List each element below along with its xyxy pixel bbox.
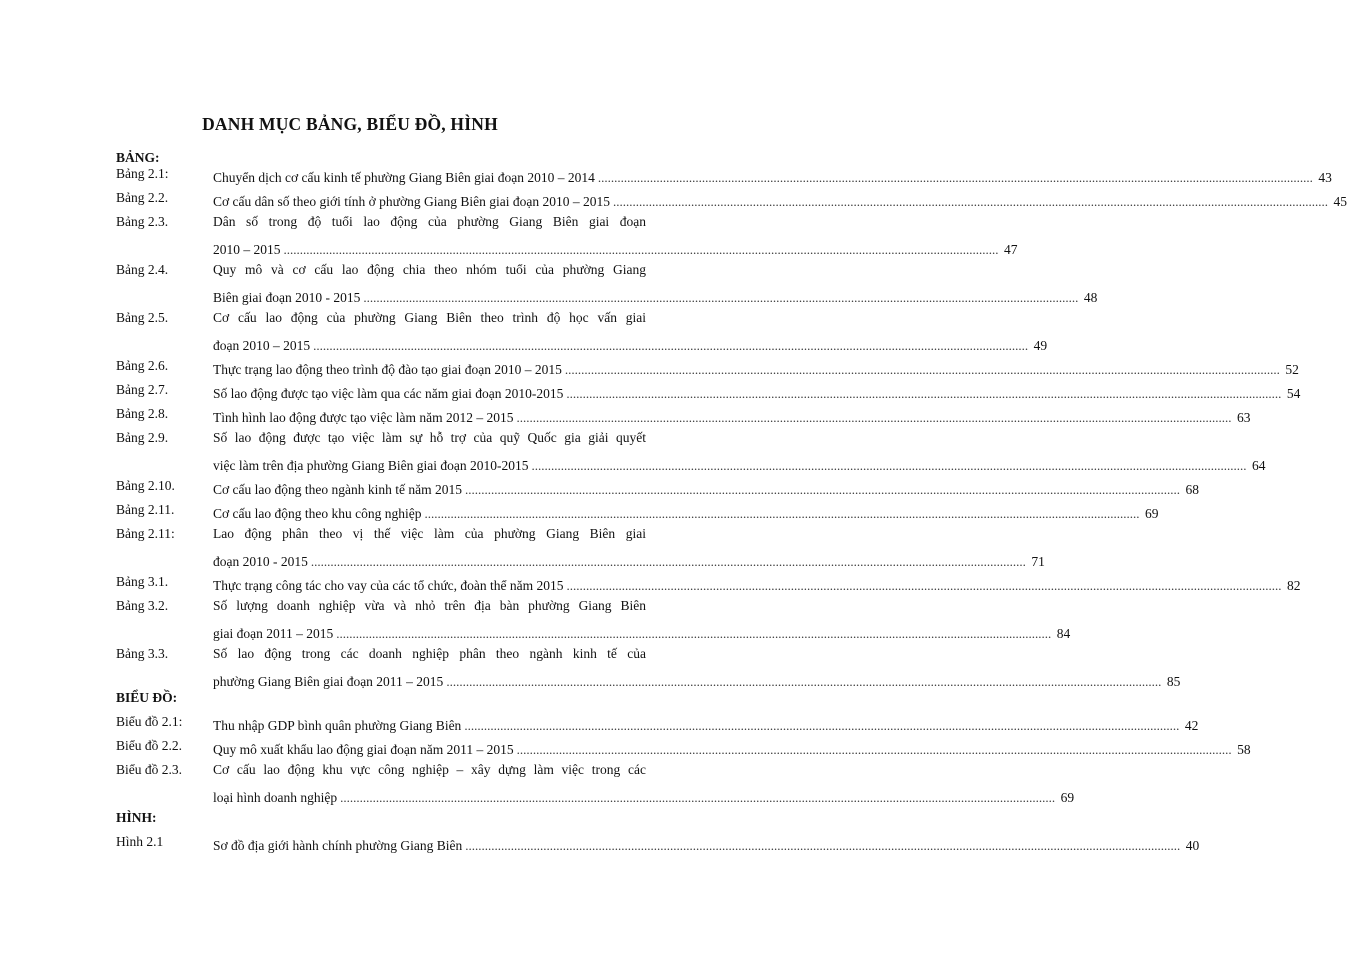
toc-entry-title: Quy mô xuất khẩu lao động giai đoạn năm 2011 – 2015: [213, 742, 514, 757]
toc-entry-page: 43: [1318, 170, 1332, 185]
dot-leader: ............................................................................................................................................................................................................................: [283, 242, 999, 257]
toc-entry-label: Bảng 2.2.: [116, 190, 169, 205]
toc-entry: [116, 430, 1266, 478]
toc-entry-label: Bảng 2.7.: [116, 382, 169, 397]
toc-entry-label: Bảng 2.4.: [116, 262, 169, 277]
dot-leader: ............................................................................................................................................................................................................................: [612, 194, 1328, 209]
toc-entry-continuation: [213, 454, 1266, 474]
toc-entry-title: Số lao động trong các doanh nghiệp phân theo ngành kinh tế của: [213, 646, 646, 661]
section-heading-tables: BẢNG:: [116, 150, 160, 165]
toc-entry-label: Biểu đồ 2.3.: [116, 762, 182, 777]
toc-entry-label: Biểu đồ 2.1:: [116, 714, 183, 729]
toc-entry: [116, 526, 1045, 574]
toc-entry-continuation: [213, 238, 1018, 258]
toc-entry-title: Chuyển dịch cơ cấu kinh tế phường Giang Biên giai đoạn 2010 – 2014: [213, 170, 595, 185]
toc-entry-label: Bảng 2.8.: [116, 406, 169, 421]
toc-entry-title-continued: Biên giai đoạn 2010 - 2015: [213, 290, 361, 305]
toc-entry: [116, 738, 1251, 762]
toc-entry-label: Biểu đồ 2.2.: [116, 738, 182, 753]
toc-entry-page: 54: [1286, 386, 1301, 401]
toc-entry: [116, 166, 1332, 190]
toc-entry-title-continued: loại hình doanh nghiệp: [213, 790, 338, 805]
toc-entry-title-continued: phường Giang Biên giai đoạn 2011 – 2015: [213, 674, 444, 689]
toc-entry-title: Lao động phân theo vị thế việc làm của phường Giang Biên giai: [213, 526, 646, 541]
toc-entry-page: 82: [1287, 578, 1301, 593]
toc-entry-line: [213, 834, 1200, 854]
toc-entry-page: 40: [1185, 838, 1200, 853]
toc-entry-title: Số lượng doanh nghiệp vừa và nhỏ trên địa bàn phường Giang Biên: [213, 598, 646, 613]
toc-entry-title: Thực trạng lao động theo trình độ đào tạo giai đoạn 2010 – 2015: [213, 362, 562, 377]
toc-entry-line: [213, 574, 1301, 594]
toc-entry: [116, 502, 1159, 526]
toc-entry-page: 68: [1185, 482, 1199, 497]
dot-leader: ............................................................................................................................................................................................................................: [566, 578, 1282, 593]
section-heading-figures: HÌNH:: [116, 810, 157, 825]
toc-entry-line: [213, 382, 1301, 402]
toc-entry-label: Bảng 2.11.: [116, 502, 175, 517]
toc-entry-title-continued: giai đoạn 2011 – 2015: [213, 626, 334, 641]
toc-entry: [116, 406, 1251, 430]
dot-leader: ............................................................................................................................................................................................................................: [310, 554, 1026, 569]
toc-entry-label: Bảng 2.6.: [116, 358, 169, 373]
dot-leader: ............................................................................................................................................................................................................................: [564, 362, 1280, 377]
dot-leader: ............................................................................................................................................................................................................................: [363, 290, 1079, 305]
toc-entry-title: Số lao động được tạo việc làm sự hỗ trợ của quỹ Quốc gia giải quyết: [213, 430, 646, 445]
dot-leader: ............................................................................................................................................................................................................................: [465, 838, 1181, 853]
toc-entry-title: Dân số trong độ tuổi lao động của phường Giang Biên giai đoạn: [213, 214, 646, 229]
dot-leader: ............................................................................................................................................................................................................................: [531, 458, 1247, 473]
toc-entry-page: 71: [1031, 554, 1045, 569]
dot-leader: ............................................................................................................................................................................................................................: [566, 386, 1282, 401]
toc-entry-title: Thực trạng công tác cho vay của các tổ chức, đoàn thể năm 2015: [213, 578, 564, 593]
toc-entry-line: [213, 190, 1347, 210]
toc-entry-page: 47: [1004, 242, 1018, 257]
toc-entry-page: 69: [1144, 506, 1159, 521]
toc-entry: [116, 714, 1199, 738]
toc-entry: [116, 358, 1299, 382]
toc-entry-label: Bảng 3.2.: [116, 598, 169, 613]
toc-entry-line: [213, 406, 1251, 426]
toc-entry-title: Quy mô và cơ cấu lao động chia theo nhóm tuổi của phường Giang: [213, 262, 646, 277]
toc-entry-page: 64: [1252, 458, 1266, 473]
toc-entry-continuation: [213, 622, 1071, 642]
toc-entry-continuation: [213, 286, 1098, 306]
dot-leader: ............................................................................................................................................................................................................................: [313, 338, 1029, 353]
toc-entry-title: Cơ cấu lao động của phường Giang Biên theo trình độ học vấn giai: [213, 310, 646, 325]
toc-entry-line: [213, 478, 1199, 498]
dot-leader: ............................................................................................................................................................................................................................: [464, 482, 1180, 497]
dot-leader: ............................................................................................................................................................................................................................: [464, 718, 1180, 733]
toc-entry-page: 48: [1083, 290, 1098, 305]
toc-entry-line: [213, 714, 1199, 734]
toc-entry-continuation: [213, 334, 1048, 354]
toc-entry-page: 52: [1285, 362, 1299, 377]
toc-entry: [116, 834, 1200, 858]
toc-entry: [116, 478, 1199, 502]
toc-entry-title: Thu nhập GDP bình quân phường Giang Biên: [213, 718, 462, 733]
toc-entry-title-continued: đoạn 2010 – 2015: [213, 338, 311, 353]
toc-entry-page: 49: [1033, 338, 1048, 353]
toc-entry-page: 58: [1237, 742, 1251, 757]
toc-entry: [116, 190, 1347, 214]
toc-entry-label: Bảng 3.1.: [116, 574, 169, 589]
toc-entry-label: Bảng 2.5.: [116, 310, 169, 325]
toc-entry-label: Bảng 2.11:: [116, 526, 175, 541]
toc-entry-label: Bảng 2.3.: [116, 214, 169, 229]
toc-entry: [116, 598, 1071, 646]
toc-entry-title: Tình hình lao động được tạo việc làm năm 2012 – 2015: [213, 410, 514, 425]
toc-entry: [116, 262, 1098, 310]
section-heading-charts: BIỂU ĐỒ:: [116, 690, 178, 705]
toc-entry-title-continued: việc làm trên địa phường Giang Biên giai đoạn 2010-2015: [213, 458, 529, 473]
toc-entry-label: Bảng 2.1:: [116, 166, 169, 181]
dot-leader: ............................................................................................................................................................................................................................: [516, 410, 1232, 425]
dot-leader: ............................................................................................................................................................................................................................: [516, 742, 1232, 757]
toc-entry-line: [213, 738, 1251, 758]
toc-entry-page: 63: [1237, 410, 1251, 425]
toc-entry-title: Cơ cấu lao động theo ngành kinh tế năm 2015: [213, 482, 462, 497]
page-title: DANH MỤC BẢNG, BIỂU ĐỒ, HÌNH: [202, 114, 498, 134]
toc-entry-page: 45: [1333, 194, 1347, 209]
toc-entry-title: Sơ đồ địa giới hành chính phường Giang Biên: [213, 838, 463, 853]
toc-entry-title-continued: 2010 – 2015: [213, 242, 281, 257]
dot-leader: ............................................................................................................................................................................................................................: [597, 170, 1313, 185]
toc-entry-title: Cơ cấu lao động theo khu công nghiệp: [213, 506, 422, 521]
dot-leader: ............................................................................................................................................................................................................................: [446, 674, 1162, 689]
toc-entry-page: 84: [1056, 626, 1071, 641]
dot-leader: ............................................................................................................................................................................................................................: [336, 626, 1052, 641]
toc-entry-title: Số lao động được tạo việc làm qua các năm giai đoạn 2010-2015: [213, 386, 564, 401]
toc-entry: [116, 762, 1075, 810]
toc-entry-label: Bảng 3.3.: [116, 646, 169, 661]
toc-entry-continuation: [213, 670, 1181, 690]
toc-entry-label: Hình 2.1: [116, 834, 164, 849]
dot-leader: ............................................................................................................................................................................................................................: [424, 506, 1140, 521]
toc-entry: [116, 310, 1048, 358]
dot-leader: ............................................................................................................................................................................................................................: [340, 790, 1056, 805]
toc-entry-label: Bảng 2.9.: [116, 430, 169, 445]
toc-entry-title: Cơ cấu lao động khu vực công nghiệp – xây dựng làm việc trong các: [213, 762, 646, 777]
toc-entry-continuation: [213, 786, 1075, 806]
toc-entry: [116, 382, 1301, 406]
toc-entry-page: 69: [1060, 790, 1075, 805]
toc-entry-continuation: [213, 550, 1045, 570]
toc-entry-title: Cơ cấu dân số theo giới tính ở phường Giang Biên giai đoạn 2010 – 2015: [213, 194, 610, 209]
toc-entry-line: [213, 166, 1332, 186]
toc-entry: [116, 574, 1301, 598]
toc-entry-line: [213, 358, 1299, 378]
toc-entry-line: [213, 502, 1159, 522]
toc-entry-title-continued: đoạn 2010 - 2015: [213, 554, 308, 569]
toc-entry: [116, 214, 1018, 262]
toc-entry-page: 42: [1184, 718, 1199, 733]
toc-entry-page: 85: [1166, 674, 1181, 689]
toc-entry: [116, 646, 1181, 694]
toc-entry-label: Bảng 2.10.: [116, 478, 175, 493]
